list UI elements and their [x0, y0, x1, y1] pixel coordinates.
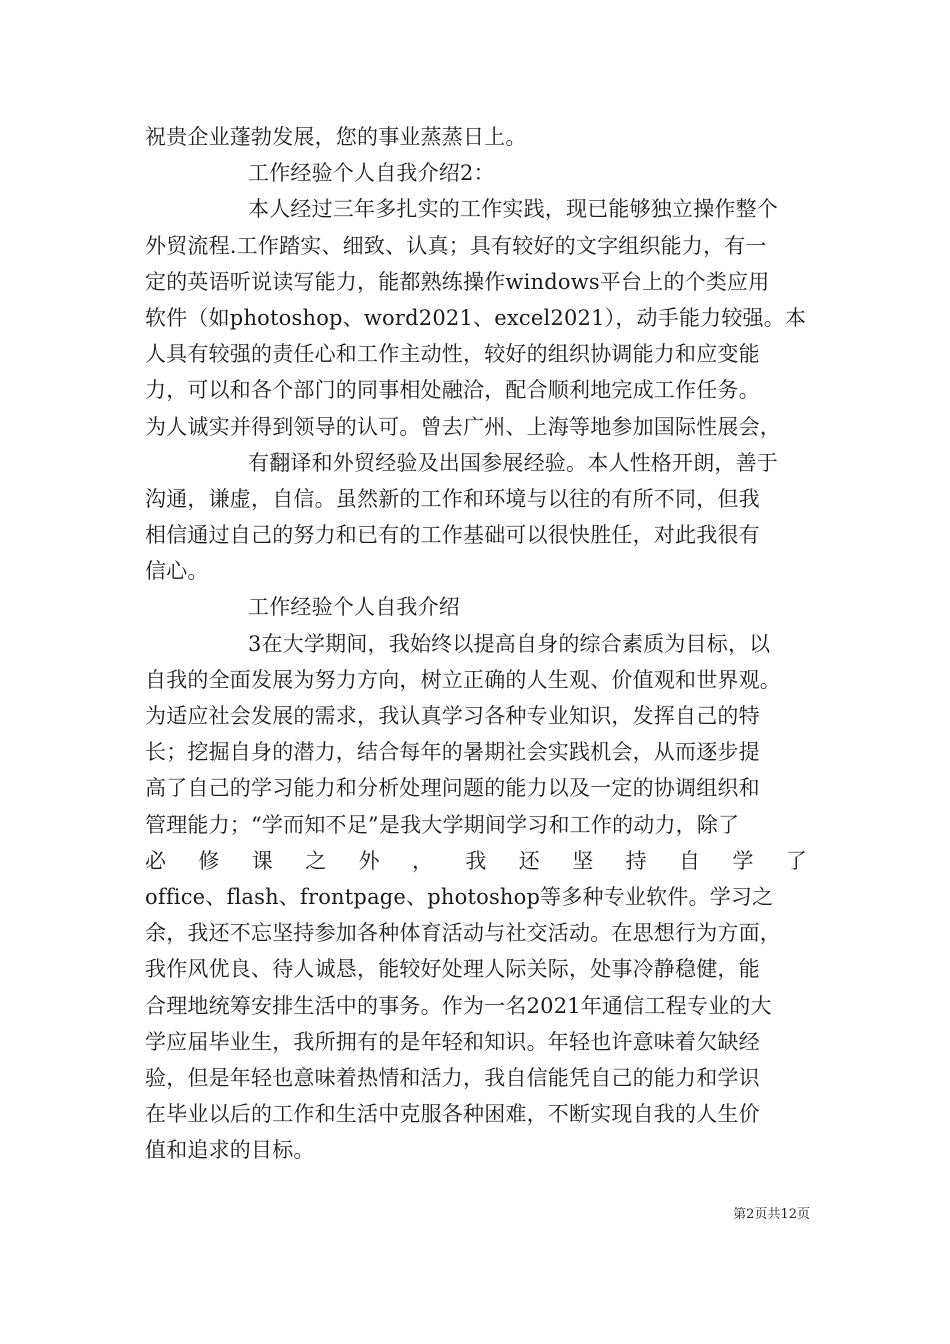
text-line: 人具有较强的责任心和工作主动性，较好的组织协调能力和应变能	[145, 342, 760, 367]
text-line: 3在大学期间，我始终以提高自身的综合素质为目标，以	[248, 631, 771, 656]
text-line: 必修课之外，我还坚持自学了	[145, 848, 807, 873]
page-number-footer: 第2页共12页	[733, 1207, 810, 1222]
text-line: 学应届毕业生，我所拥有的是年轻和知识。年轻也许意味着欠缺经	[145, 1029, 760, 1054]
section-heading-2: 工作经验个人自我介绍2：	[248, 161, 495, 186]
text-line: 为人诚实并得到领导的认可。曾去广州、上海等地参加国际性展会，	[145, 414, 781, 439]
text-line: 沟通，谦虚，自信。虽然新的工作和环境与以往的有所不同，但我	[145, 486, 760, 511]
text-line: 值和追求的目标。	[145, 1138, 315, 1163]
text-line: 力，可以和各个部门的同事相处融洽，配合顺利地完成工作任务。	[145, 378, 760, 403]
text-line: 信心。	[145, 559, 209, 584]
text-line: 为适应社会发展的需求，我认真学习各种专业知识，发挥自己的特	[145, 704, 760, 728]
text-line: 外贸流程.工作踏实、细致、认真；具有较好的文字组织能力，有一	[145, 233, 767, 258]
text-line: 我作风优良、待人诚恳，能较好处理人际关际，处事冷静稳健，能	[145, 957, 760, 982]
text-line: 自我的全面发展为努力方向，树立正确的人生观、价值观和世界观。	[145, 667, 781, 692]
text-line: 本人经过三年多扎实的工作实践，现已能够独立操作整个	[248, 197, 778, 222]
text-line: 有翻译和外贸经验及出国参展经验。本人性格开朗，善于	[248, 450, 778, 475]
text-line: 长；挖掘自身的潜力，结合每年的暑期社会实践机会，从而逐步提	[145, 740, 760, 765]
text-line: 软件（如photoshop、word2021、excel2021），动手能力较强。本	[145, 305, 807, 330]
text-line: 余，我还不忘坚持参加各种体育活动与社交活动。在思想行为方面，	[145, 921, 781, 946]
text-line: 祝贵企业蓬勃发展，您的事业蒸蒸日上。	[145, 125, 527, 149]
text-line: 定的英语听说读写能力，能都熟练操作windows平台上的个类应用	[145, 269, 770, 294]
text-line: 合理地统筹安排生活中的事务。作为一名2021年通信工程专业的大	[145, 993, 772, 1018]
text-line: 管理能力；“学而知不足”是我大学期间学习和工作的动力，除了	[145, 812, 740, 837]
text-line: office、flash、frontpage、photoshop等多种专业软件。学习之	[145, 884, 774, 909]
text-line: 验，但是年轻也意味着热情和活力，我自信能凭自己的能力和学识	[145, 1065, 760, 1090]
document-body	[145, 119, 807, 1168]
text-line: 相信通过自己的努力和已有的工作基础可以很快胜任，对此我很有	[145, 523, 760, 548]
text-line: 在毕业以后的工作和生活中克服各种困难，不断实现自我的人生价	[145, 1102, 760, 1127]
text-line: 高了自己的学习能力和分析处理问题的能力以及一定的协调组织和	[145, 776, 760, 801]
section-heading-3: 工作经验个人自我介绍	[248, 595, 460, 620]
